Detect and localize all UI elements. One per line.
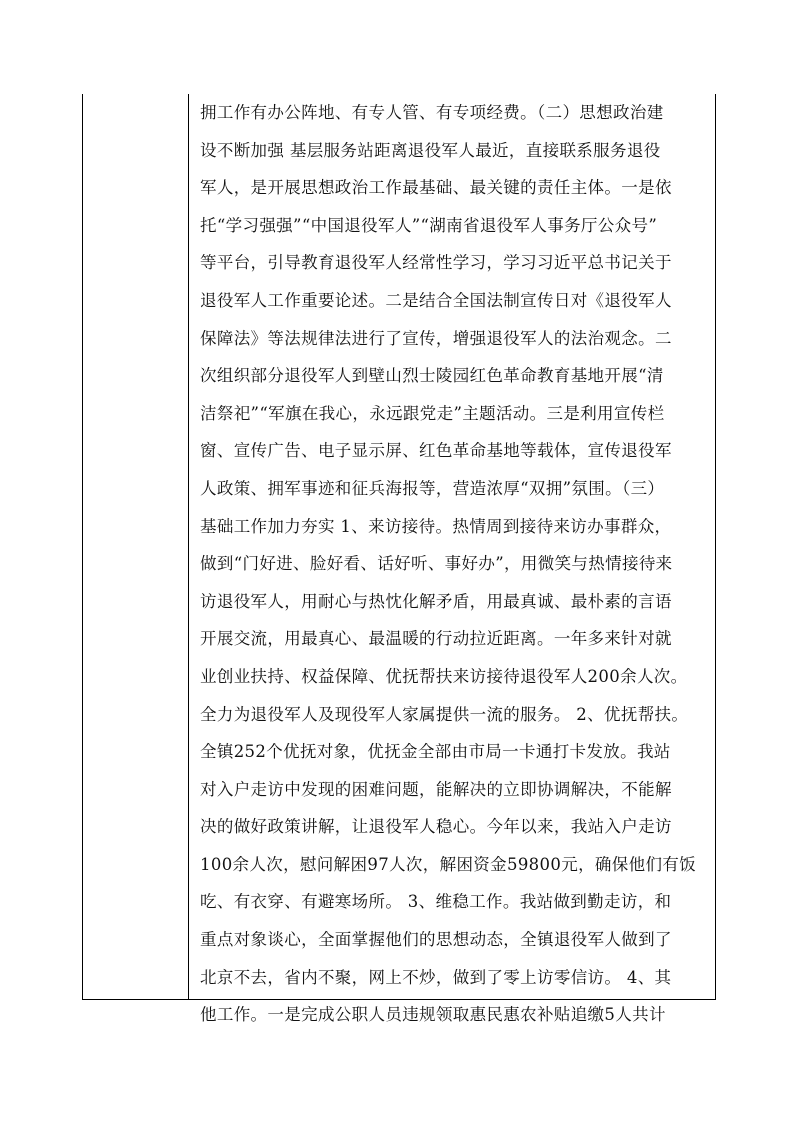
body-line: 洁祭祀”“军旗在我心，永远跟党走”主题活动。三是利用宣传栏 xyxy=(200,403,665,423)
body-line: 全镇252个优抚对象，优抚金全部由市局一卡通打卡发放。我站 xyxy=(200,742,671,762)
body-line: 等平台，引导教育退役军人经常性学习，学习习近平总书记关于 xyxy=(200,253,672,273)
body-line: 重点对象谈心，全面掌握他们的思想动态，全镇退役军人做到了 xyxy=(200,930,672,950)
body-line: 军人，是开展思想政治工作最基础、最关键的责任主体。一是依 xyxy=(200,178,672,198)
body-line: 保障法》等法规律法进行了宣传，增强退役军人的法治观念。二 xyxy=(200,328,672,348)
label-cell xyxy=(83,94,189,999)
body-line: 他工作。一是完成公职人员违规领取惠民惠农补贴追缴5人共计 xyxy=(200,1005,666,1025)
body-line: 业创业扶持、权益保障、优抚帮扶来访接待退役军人200余人次。 xyxy=(200,666,688,686)
body-line: 吃、有衣穿、有避寒场所。 3、维稳工作。我站做到勤走访，和 xyxy=(200,892,672,912)
body-line: 退役军人工作重要论述。二是结合全国法制宣传日对《退役军人 xyxy=(200,290,672,310)
body-line: 全力为退役军人及现役军人家属提供一流的服务。 2、优抚帮扶。 xyxy=(200,704,689,724)
body-line: 次组织部分退役军人到壁山烈士陵园红色革命教育基地开展“清 xyxy=(200,366,664,386)
body-line: 基础工作加力夯实 1、来访接待。热情周到接待来访办事群众， xyxy=(200,516,672,536)
body-line: 北京不去，省内不聚，网上不炒，做到了零上访零信访。 4、其 xyxy=(200,967,672,987)
body-line: 开展交流，用最真心、最温暖的行动拉近距离。一年多来针对就 xyxy=(200,629,672,649)
body-line: 对入户走访中发现的困难问题，能解决的立即协调解决，不能解 xyxy=(200,779,672,799)
body-line: 做到“门好进、脸好看、话好听、事好办”，用微笑与热情接待来 xyxy=(200,554,673,574)
body-line: 托“学习强强”“中国退役军人”“湖南省退役军人事务厅公众号” xyxy=(200,215,658,235)
body-line: 访退役军人，用耐心与热忱化解矛盾，用最真诚、最朴素的言语 xyxy=(200,591,672,611)
form-table xyxy=(82,94,716,1025)
body-line: 决的做好政策讲解，让退役军人稳心。今年以来，我站入户走访 xyxy=(200,817,672,837)
body-line: 拥工作有办公阵地、有专人管、有专项经费。（二）思想政治建 xyxy=(200,103,664,122)
body-line: 设不断加强 基层服务站距离退役军人最近，直接联系服务退役 xyxy=(200,140,661,160)
body-line: 窗、宣传广告、电子显示屏、红色革命基地等载体，宣传退役军 xyxy=(200,441,672,461)
content-cell xyxy=(189,94,715,1025)
body-line: 人政策、拥军事迹和征兵海报等，营造浓厚“双拥”氛围。（三） xyxy=(200,478,665,498)
body-line: 100余人次，慰问解困97人次，解困资金59800元，确保他们有饭 xyxy=(200,854,697,874)
